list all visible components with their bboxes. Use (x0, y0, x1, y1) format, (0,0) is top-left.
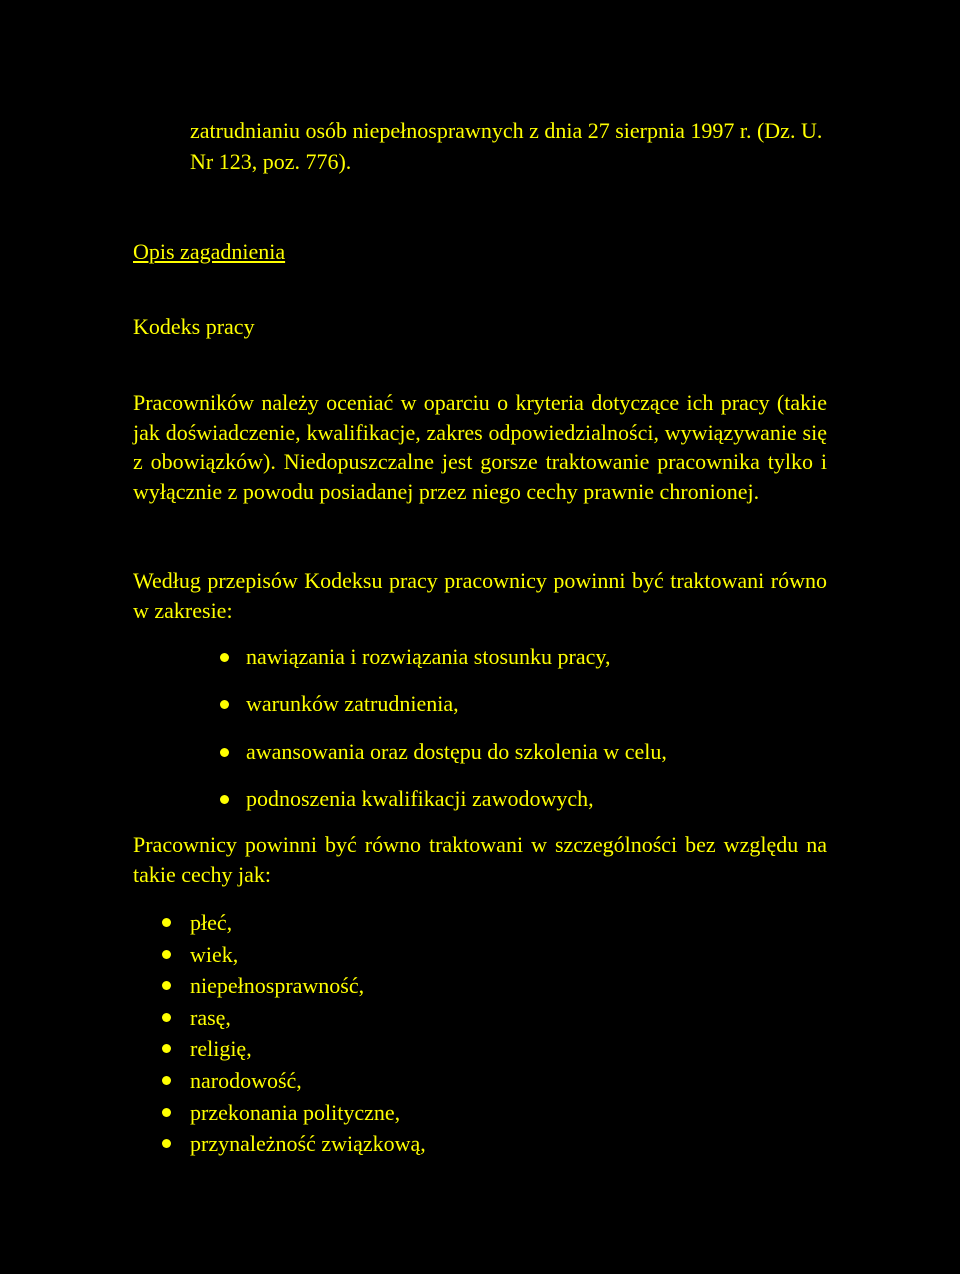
list-item: płeć, (162, 907, 426, 939)
list-item: narodowość, (162, 1065, 426, 1097)
list-item: awansowania oraz dostępu do szkolenia w celu, (220, 736, 667, 783)
intro-text: zatrudnianiu osób niepełnosprawnych z dnia 27 sierpnia 1997 r. (Dz. U. Nr 123, poz. 776). (190, 118, 823, 174)
list-item: nawiązania i rozwiązania stosunku pracy, (220, 641, 667, 688)
list-item: niepełnosprawność, (162, 970, 426, 1002)
equal-treatment-scope-list (220, 641, 667, 830)
list-item: przekonania polityczne, (162, 1097, 426, 1129)
paragraph-protected-traits: Pracownicy powinni być równo traktowani w szczególności bez względu na takie cechy jak: (133, 832, 827, 887)
list-item: przynależność związkową, (162, 1128, 426, 1160)
protected-traits-list (162, 907, 426, 1160)
section-heading: Opis zagadnienia (133, 239, 286, 264)
paragraph-criteria: Pracowników należy oceniać w oparciu o kryteria dotyczące ich pracy (takie jak doświadczenie, kwalifikacje, zakres odpowiedzialności, wywiązywanie się z obowiązków). Niedopuszczalne jest gorsze traktowanie pracownika tylko i wyłącznie z powodu posiadanej przez niego cechy prawnie chronionej. (133, 390, 827, 504)
subheading: Kodeks pracy (133, 314, 255, 339)
paragraph-equal-treatment: Według przepisów Kodeksu pracy pracownicy powinni być traktowani równo w zakresie: (133, 568, 827, 623)
list-item: warunków zatrudnienia, (220, 688, 667, 735)
list-item: religię, (162, 1033, 426, 1065)
list-item: rasę, (162, 1002, 426, 1034)
list-item: wiek, (162, 939, 426, 971)
list-item: podnoszenia kwalifikacji zawodowych, (220, 783, 667, 830)
